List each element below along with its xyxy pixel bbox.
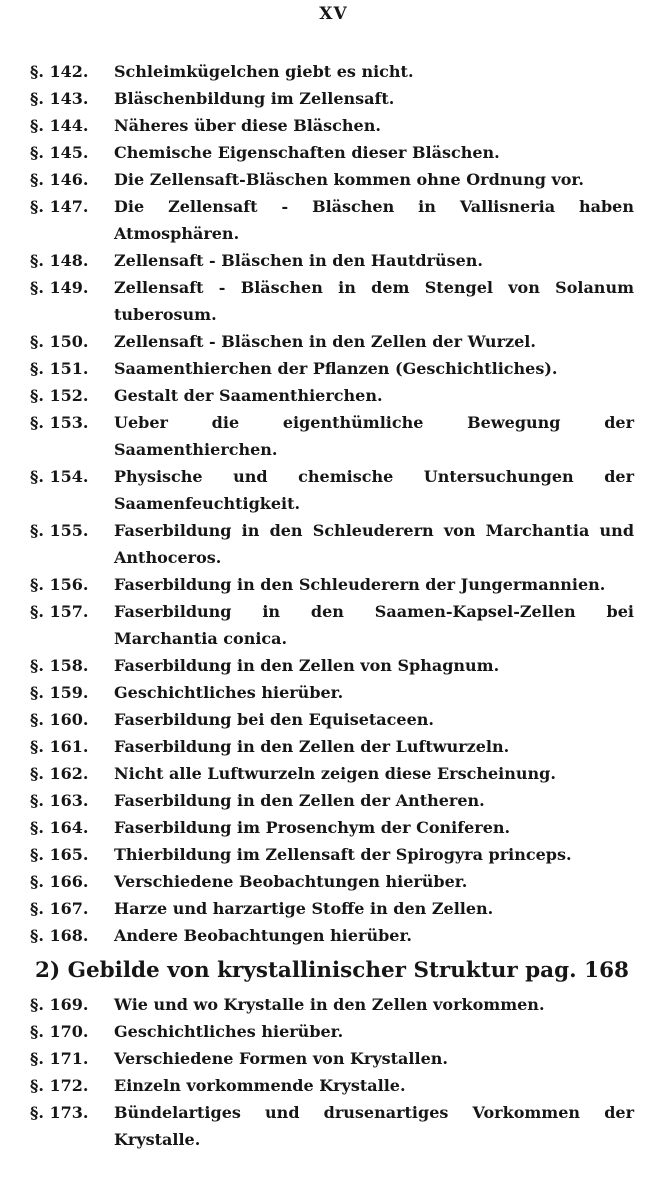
toc-entry xyxy=(30,517,634,571)
toc-entry xyxy=(30,1018,634,1045)
toc-entry-number: §. 169. xyxy=(30,995,89,1014)
section-heading: 2) Gebilde von krystallinischer Struktur pag. 168 xyxy=(34,958,629,983)
toc-entry-title: Physische und chemische Untersuchungen der Saamenfeuchtigkeit. xyxy=(114,467,634,513)
toc-entry-title: Faserbildung in den Zellen von Sphagnum. xyxy=(114,656,500,675)
toc-entry-number: §. 148. xyxy=(30,251,89,270)
toc-entry-title: Geschichtliches hierüber. xyxy=(114,1022,344,1041)
toc-entry xyxy=(30,328,634,355)
toc-entry-title: Gestalt der Saamenthierchen. xyxy=(114,386,383,405)
toc-entry-title: Verschiedene Beobachtungen hierüber. xyxy=(114,872,468,891)
page-numeral: XV xyxy=(319,4,348,24)
toc-entry xyxy=(30,247,634,274)
toc-entry-number: §. 150. xyxy=(30,332,89,351)
toc-entry-title: Zellensaft - Bläschen in dem Stengel von Solanum tuberosum. xyxy=(114,278,634,324)
toc-entry-title: Zellensaft - Bläschen in den Hautdrüsen. xyxy=(114,251,483,270)
toc-entry xyxy=(30,382,634,409)
table-of-contents xyxy=(30,58,634,1153)
toc-entry xyxy=(30,598,634,652)
toc-entry-number: §. 162. xyxy=(30,764,89,783)
toc-entry-number: §. 171. xyxy=(30,1049,89,1068)
toc-entry-title: Chemische Eigenschaften dieser Bläschen. xyxy=(114,143,500,162)
toc-entry-number: §. 147. xyxy=(30,197,89,216)
toc-entry-title: Harze und harzartige Stoffe in den Zellen. xyxy=(114,899,494,918)
toc-entry-title: Andere Beobachtungen hierüber. xyxy=(114,926,412,945)
toc-entry-number: §. 149. xyxy=(30,278,89,297)
toc-entry xyxy=(30,652,634,679)
toc-entry-title: Schleimkügelchen giebt es nicht. xyxy=(114,62,414,81)
toc-entry-title: Faserbildung in den Saamen-Kapsel-Zellen bei Marchantia conica. xyxy=(114,602,634,648)
toc-entry-title: Geschichtliches hierüber. xyxy=(114,683,344,702)
toc-entry-number: §. 144. xyxy=(30,116,89,135)
toc-entry-title: Die Zellensaft - Bläschen in Vallisneria haben Atmosphären. xyxy=(114,197,634,243)
toc-entry-number: §. 156. xyxy=(30,575,89,594)
toc-entry-number: §. 158. xyxy=(30,656,89,675)
toc-list-part2 xyxy=(30,991,634,1153)
toc-entry-title: Zellensaft - Bläschen in den Zellen der Wurzel. xyxy=(114,332,536,351)
toc-entry-number: §. 163. xyxy=(30,791,89,810)
toc-list-part1 xyxy=(30,58,634,949)
toc-entry-number: §. 165. xyxy=(30,845,89,864)
toc-entry-number: §. 146. xyxy=(30,170,89,189)
toc-entry xyxy=(30,193,634,247)
toc-entry xyxy=(30,1099,634,1153)
toc-entry xyxy=(30,1072,634,1099)
toc-entry xyxy=(30,868,634,895)
toc-entry xyxy=(30,733,634,760)
toc-entry-number: §. 166. xyxy=(30,872,89,891)
toc-entry xyxy=(30,274,634,328)
toc-entry-title: Faserbildung in den Zellen der Luftwurzeln. xyxy=(114,737,510,756)
toc-entry xyxy=(30,1045,634,1072)
toc-entry-title: Faserbildung in den Schleuderern von Marchantia und Anthoceros. xyxy=(114,521,634,567)
toc-entry-number: §. 143. xyxy=(30,89,89,108)
toc-entry xyxy=(30,991,634,1018)
toc-entry-title: Nicht alle Luftwurzeln zeigen diese Erscheinung. xyxy=(114,764,556,783)
toc-entry xyxy=(30,463,634,517)
toc-entry xyxy=(30,706,634,733)
toc-entry-number: §. 155. xyxy=(30,521,89,540)
toc-entry-title: Faserbildung in den Schleuderern der Jungermannien. xyxy=(114,575,606,594)
toc-entry-number: §. 172. xyxy=(30,1076,89,1095)
toc-entry-number: §. 145. xyxy=(30,143,89,162)
toc-entry xyxy=(30,787,634,814)
toc-entry xyxy=(30,571,634,598)
toc-entry-title: Wie und wo Krystalle in den Zellen vorkommen. xyxy=(114,995,545,1014)
toc-entry xyxy=(30,814,634,841)
toc-entry xyxy=(30,922,634,949)
toc-entry xyxy=(30,895,634,922)
toc-entry-title: Näheres über diese Bläschen. xyxy=(114,116,381,135)
toc-entry-number: §. 168. xyxy=(30,926,89,945)
toc-entry-title: Faserbildung in den Zellen der Antheren. xyxy=(114,791,485,810)
toc-entry xyxy=(30,58,634,85)
toc-entry-title: Thierbildung im Zellensaft der Spirogyra princeps. xyxy=(114,845,572,864)
toc-entry-title: Ueber die eigenthümliche Bewegung der Saamenthierchen. xyxy=(114,413,634,459)
toc-entry-number: §. 173. xyxy=(30,1103,89,1122)
toc-entry-title: Bläschenbildung im Zellensaft. xyxy=(114,89,395,108)
toc-entry-number: §. 151. xyxy=(30,359,89,378)
toc-entry-number: §. 164. xyxy=(30,818,89,837)
toc-entry-number: §. 160. xyxy=(30,710,89,729)
toc-entry-number: §. 161. xyxy=(30,737,89,756)
toc-entry xyxy=(30,841,634,868)
toc-entry xyxy=(30,355,634,382)
toc-entry-number: §. 153. xyxy=(30,413,89,432)
toc-entry xyxy=(30,679,634,706)
toc-entry-number: §. 167. xyxy=(30,899,89,918)
toc-entry-title: Bündelartiges und drusenartiges Vorkommen der Krystalle. xyxy=(114,1103,634,1149)
toc-entry-number: §. 152. xyxy=(30,386,89,405)
toc-entry-number: §. 157. xyxy=(30,602,89,621)
toc-entry xyxy=(30,760,634,787)
toc-entry-title: Einzeln vorkommende Krystalle. xyxy=(114,1076,406,1095)
toc-entry xyxy=(30,409,634,463)
toc-entry xyxy=(30,139,634,166)
toc-entry-number: §. 170. xyxy=(30,1022,89,1041)
toc-entry xyxy=(30,166,634,193)
toc-entry xyxy=(30,112,634,139)
toc-entry-title: Saamenthierchen der Pflanzen (Geschichtliches). xyxy=(114,359,558,378)
toc-entry-title: Die Zellensaft-Bläschen kommen ohne Ordnung vor. xyxy=(114,170,584,189)
toc-entry-number: §. 142. xyxy=(30,62,89,81)
toc-entry-title: Verschiedene Formen von Krystallen. xyxy=(114,1049,448,1068)
toc-entry-title: Faserbildung im Prosenchym der Coniferen. xyxy=(114,818,511,837)
toc-entry-title: Faserbildung bei den Equisetaceen. xyxy=(114,710,434,729)
toc-entry xyxy=(30,85,634,112)
toc-entry-number: §. 159. xyxy=(30,683,89,702)
toc-entry-number: §. 154. xyxy=(30,467,89,486)
